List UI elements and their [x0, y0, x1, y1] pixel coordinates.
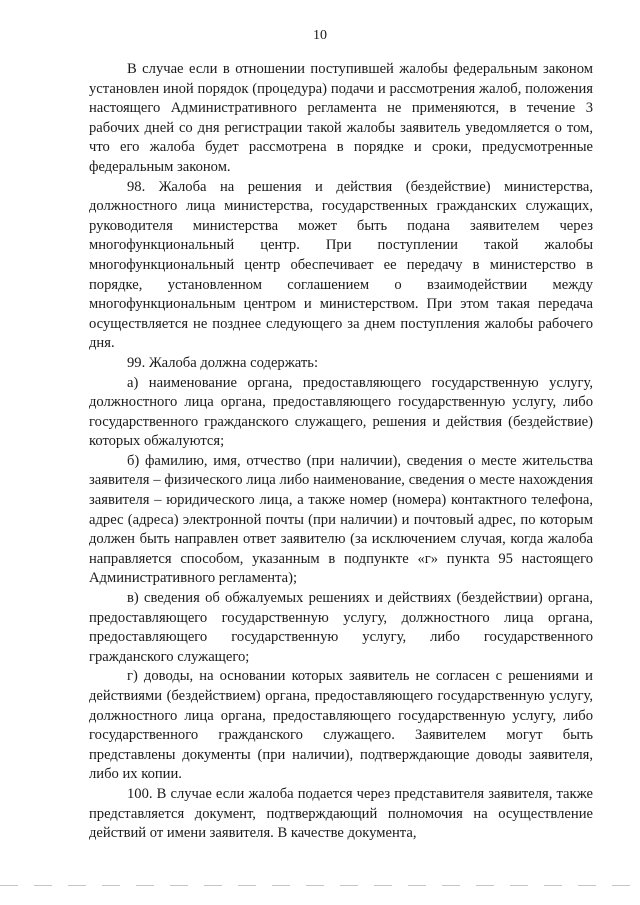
paragraph-99-a: а) наименование органа, предоставляющего государственную услугу, должностного лица органа, предоставляющего государственную услугу, либо государственного гражданского служащего, решения и действия (бездействие) которых обжалуются;	[89, 374, 593, 450]
scan-footer-dashes	[0, 885, 640, 886]
paragraph-99-v: в) сведения об обжалуемых решениях и действиях (бездействии) органа, предоставляющего государственную услугу, должностного лица органа, предоставляющего государственную услугу, либо государственного гражданского служащего;	[89, 590, 593, 665]
document-body	[89, 60, 593, 844]
paragraph-100: 100. В случае если жалоба подается через представителя заявителя, также представляется документ, подтверждающий полномочия на осуществление действий от имени заявителя. В качестве документа,	[89, 785, 593, 842]
paragraph-99-g: г) доводы, на основании которых заявитель не согласен с решениями и действиями (бездействием) органа, предоставляющего государственную услугу, должностного лица органа, предоставляющего государственную услугу, либо государственного гражданского служащего. Заявителем могут быть представлены документы (при наличии), подтверждающие доводы заявителя, либо их копии.	[89, 668, 593, 783]
paragraph-99: 99. Жалоба должна содержать:	[127, 354, 318, 371]
paragraph-complaint-federal-law: В случае если в отношении поступившей жалобы федеральным законом установлен иной порядок (процедура) подачи и рассмотрения жалоб, положения настоящего Административного регламента не применяются, в течение 3 рабочих дней со дня регистрации такой жалобы заявитель уведомляется о том, что его жалоба будет рассмотрена в порядке и сроки, предусмотренные федеральным законом.	[89, 61, 593, 175]
page-number: 10	[313, 28, 327, 43]
paragraph-98: 98. Жалоба на решения и действия (бездействие) министерства, должностного лица министерства, государственных гражданских служащих, руководителя министерства может быть подана заявителем через многофункциональный центр. При поступлении такой жалобы многофункциональный центр обеспечивает ее передачу в министерство в порядке, установленном соглашением о взаимодействии между многофункциональным центром и министерством. При этом такая передача осуществляется не позднее следующего за днем поступления жалобы рабочего дня.	[89, 178, 593, 352]
paragraph-99-b: б) фамилию, имя, отчество (при наличии), сведения о месте жительства заявителя – физического лица либо наименование, сведения о месте нахождения заявителя – юридического лица, а также номер (номера) контактного телефона, адрес (адреса) электронной почты (при наличии) и почтовый адрес, по которым должен быть направлен ответ заявителю (за исключением случая, когда жалоба направляется способом, указанным в подпункте «г» пункта 95 настоящего Административного регламента);	[89, 452, 593, 587]
